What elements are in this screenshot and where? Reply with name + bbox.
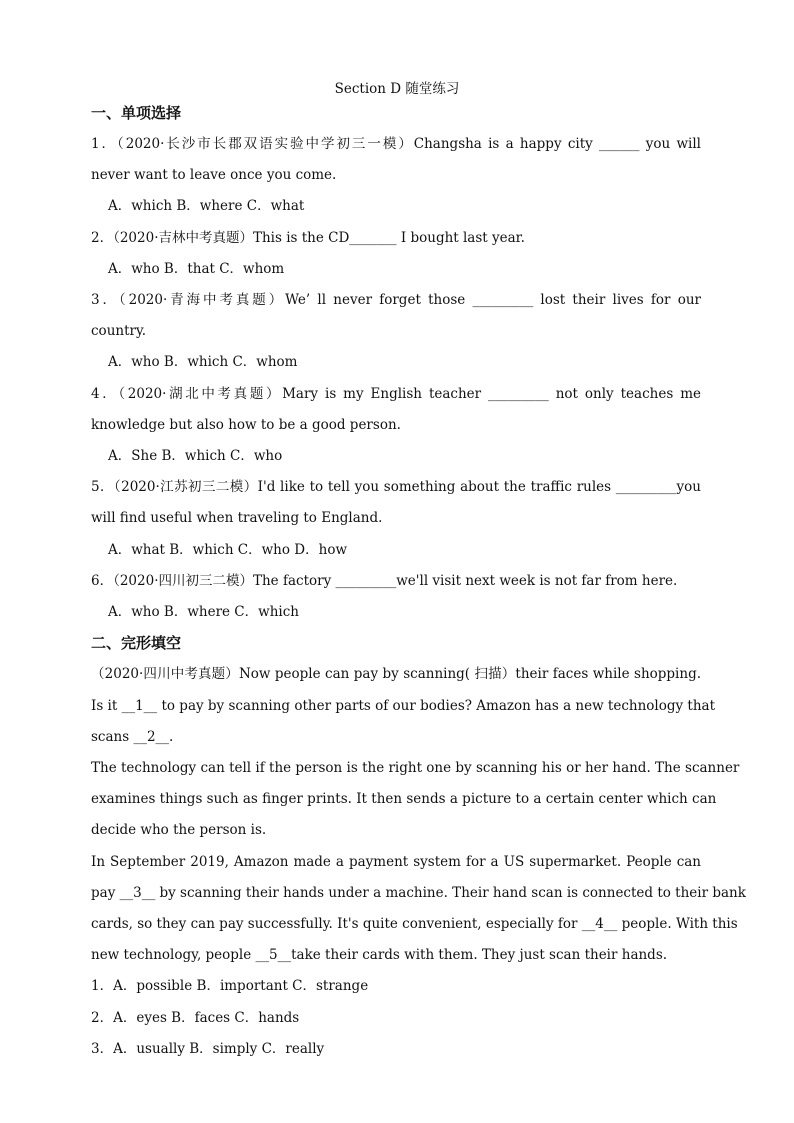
- section-heading-cloze: 二、完形填空: [91, 634, 182, 652]
- question-line: knowledge but also how to be a good person.: [91, 417, 401, 433]
- answer-options: A．what B．which C．who D．how: [108, 542, 347, 558]
- passage-line: pay __3__ by scanning their hands under a machine. Their hand scan is connected to their bank: [91, 885, 746, 901]
- question-line: will find useful when traveling to England.: [91, 510, 383, 526]
- answer-options: A．who B．where C．which: [108, 604, 299, 620]
- question-line: never want to leave once you come.: [91, 167, 337, 183]
- passage-line: The technology can tell if the person is the right one by scanning his or her hand. The scanner: [91, 760, 740, 776]
- question-line: 6．（2020·四川初三二模）The factory _________we'll visit next week is not far from here.: [91, 573, 678, 589]
- passage-line: scans __2__.: [91, 729, 174, 745]
- question-line: 2．（2020·吉林中考真题）This is the CD_______ I bought last year.: [91, 230, 525, 246]
- answer-options: A．She B．which C．who: [108, 448, 283, 464]
- answer-options: A．who B．which C．whom: [108, 354, 298, 370]
- passage-line: new technology, people __5__take their cards with them. They just scan their hands.: [91, 947, 668, 963]
- cloze-options: 1．A．possible B．important C．strange: [91, 978, 369, 994]
- cloze-options: 2．A．eyes B．faces C．hands: [91, 1010, 300, 1026]
- question-line: country.: [91, 323, 147, 339]
- question-line: 4．（2020·湖北中考真题）Mary is my English teacher _________ not only teaches me: [91, 386, 701, 402]
- passage-line: （2020·四川中考真题）Now people can pay by scanning( 扫描）their faces while shopping.: [91, 666, 701, 682]
- answer-options: A．who B．that C．whom: [108, 261, 285, 277]
- passage-line: decide who the person is.: [91, 822, 267, 838]
- page-title: Section D 随堂练习: [334, 81, 460, 97]
- section-heading-multiple-choice: 一、单项选择: [91, 104, 182, 122]
- cloze-options: 3．A．usually B．simply C．really: [91, 1041, 325, 1057]
- question-line: 3．（2020·青海中考真题）We’ ll never forget those _________ lost their lives for our: [91, 292, 701, 308]
- passage-line: examines things such as finger prints. It then sends a picture to a certain center which can: [91, 791, 717, 807]
- passage-line: cards, so they can pay successfully. It's quite convenient, especially for __4__ people. With this: [91, 916, 738, 932]
- passage-line: Is it __1__ to pay by scanning other parts of our bodies? Amazon has a new technology that: [91, 698, 716, 714]
- question-line: 1．（2020·长沙市长郡双语实验中学初三一模）Changsha is a happy city ______ you will: [91, 136, 701, 152]
- question-line: 5．（2020·江苏初三二模）I'd like to tell you something about the traffic rules _________you: [91, 479, 701, 495]
- passage-line: In September 2019, Amazon made a payment system for a US supermarket. People can: [91, 854, 701, 870]
- answer-options: A．which B．where C．what: [108, 198, 305, 214]
